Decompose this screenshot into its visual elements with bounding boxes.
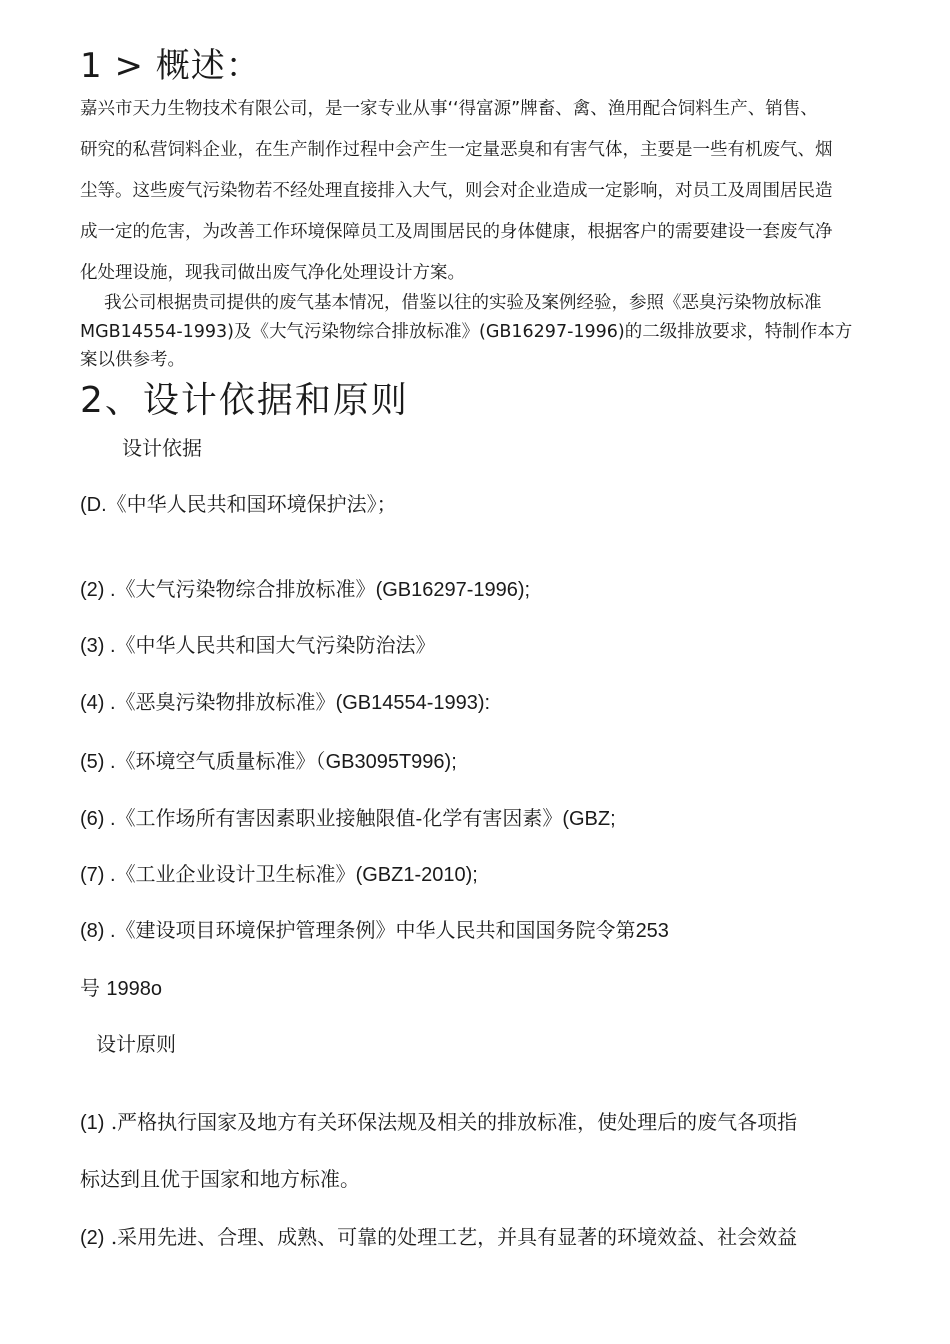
principle-item-1-continuation: 标达到且优于国家和地方标准。 xyxy=(80,1167,360,1191)
basis-item-7 xyxy=(80,858,478,887)
item-code: (GBZ; xyxy=(562,808,616,830)
item-code: (GBZ1-2010); xyxy=(355,864,478,886)
reference-line-2: MGB14554-1993)及《大气污染物综合排放标准》(GB16297-1996)的二级排放要求，特制作本方 xyxy=(80,322,853,342)
basis-item-8 xyxy=(80,914,669,943)
item-text: .采用先进、合理、成熟、可靠的处理工艺，并具有显著的环境效益、社会效益 xyxy=(110,1225,798,1249)
principle-heading: 设计原则 xyxy=(96,1032,176,1056)
basis-item-6 xyxy=(80,802,616,831)
item-text: 《中华人民共和国大气污染防治法》 xyxy=(115,633,436,657)
item-number: (6) . xyxy=(80,808,116,830)
reference-line-1: 我公司根据贵司提供的废气基本情况，借鉴以往的实验及案例经验，参照《恶臭污染物放标准 xyxy=(104,293,822,313)
intro-line-3: 尘等。这些废气污染物若不经处理直接排入大气，则会对企业造成一定影响，对员工及周围居民造 xyxy=(80,181,833,201)
intro-line-4: 成一定的危害，为改善工作环境保障员工及周围居民的身体健康，根据客户的需要建设一套废气净 xyxy=(80,222,833,242)
item-number: (8) . xyxy=(80,920,116,942)
item-code: GB3095T996); xyxy=(325,751,457,773)
item-number: (3) . xyxy=(80,635,116,657)
item-code: (GB16297-1996); xyxy=(375,579,531,601)
item-text: 《中华人民共和国环境保护法》； xyxy=(106,492,397,516)
item-code: 1998o xyxy=(106,978,162,1000)
basis-item-3 xyxy=(80,629,436,658)
basis-item-5 xyxy=(80,745,457,774)
item-text: 号 xyxy=(80,976,100,1000)
intro-line-1: 嘉兴市天力生物技术有限公司，是一家专业从事‘‘得富源”牌畜、禽、渔用配合饲料生产、销售、 xyxy=(80,99,818,119)
item-number: (7) . xyxy=(80,864,116,886)
item-text: 《建设项目环境保护管理条例》中华人民共和国国务院令第 xyxy=(115,918,636,942)
principle-item-2 xyxy=(80,1221,797,1250)
item-text: 《恶臭污染物排放标准》 xyxy=(115,690,336,714)
item-text: 《环境空气质量标准》（ xyxy=(115,749,326,773)
section-1-title: 1 > 概述： xyxy=(80,46,261,86)
section-2-title: 2、设计依据和原则 xyxy=(80,380,409,421)
basis-item-8-continuation xyxy=(80,972,162,1001)
item-number: (2) xyxy=(80,1227,105,1249)
intro-line-5: 化处理设施，现我司做出废气净化处理设计方案。 xyxy=(80,263,465,283)
item-code: (GB14554-1993): xyxy=(335,692,491,714)
item-text: 《大气污染物综合排放标准》 xyxy=(115,577,376,601)
item-text: .严格执行国家及地方有关环保法规及相关的排放标准，使处理后的废气各项指 xyxy=(110,1110,798,1134)
item-number: (D. xyxy=(80,494,107,516)
item-number: (1) xyxy=(80,1112,105,1134)
reference-line-3: 案以供参考。 xyxy=(80,350,185,370)
item-text: 《工业企业设计卫生标准》 xyxy=(115,862,356,886)
item-number: (2) . xyxy=(80,579,116,601)
basis-heading: 设计依据 xyxy=(122,436,202,460)
item-text: 《工作场所有害因素职业接触限值-化学有害因素》 xyxy=(115,806,563,830)
basis-item-1 xyxy=(80,488,397,517)
principle-item-1 xyxy=(80,1106,797,1135)
basis-item-4 xyxy=(80,686,490,715)
item-number: (5) . xyxy=(80,751,116,773)
intro-line-2: 研究的私营饲料企业，在生产制作过程中会产生一定量恶臭和有害气体，主要是一些有机废气、烟 xyxy=(80,140,833,160)
basis-item-2 xyxy=(80,573,530,602)
item-number: (4) . xyxy=(80,692,116,714)
item-code: 253 xyxy=(635,920,669,942)
